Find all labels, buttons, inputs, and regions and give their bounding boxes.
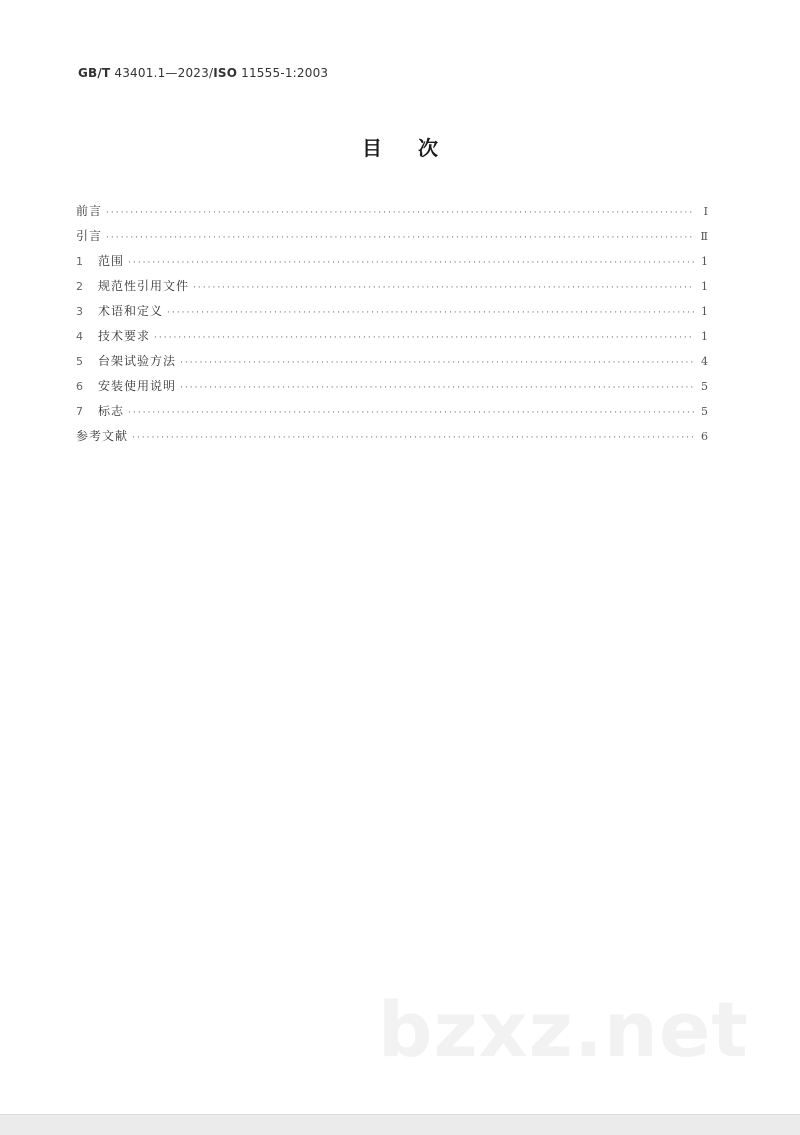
- toc-entry-label: 安装使用说明: [98, 379, 177, 393]
- toc-entry[interactable]: [76, 227, 708, 252]
- toc-dot-leader: [106, 233, 694, 243]
- toc-entry-page: 1: [701, 305, 708, 318]
- standard-code-gb: GB/T: [78, 66, 111, 80]
- toc-entry-number: 1: [76, 255, 83, 268]
- toc-entry-label: 前言: [76, 204, 103, 218]
- toc-entry-label: 标志: [98, 404, 125, 418]
- toc-entry-page: Ⅰ: [703, 205, 708, 218]
- toc-entry-page: 5: [701, 405, 708, 418]
- toc-entry-number: 4: [76, 330, 83, 343]
- toc-entry-page: 5: [701, 380, 708, 393]
- toc-entry-label: 规范性引用文件: [98, 279, 190, 293]
- toc-entry-page: 4: [701, 355, 708, 368]
- watermark-text: bzxz.net: [378, 985, 749, 1074]
- toc-entry[interactable]: [76, 402, 708, 427]
- standard-code: [78, 66, 328, 80]
- toc-entry-number: 3: [76, 305, 83, 318]
- table-of-contents: [76, 202, 708, 452]
- toc-entry-number: 2: [76, 280, 83, 293]
- toc-entry-page: 6: [701, 430, 708, 443]
- toc-entry[interactable]: [76, 277, 708, 302]
- toc-entry[interactable]: [76, 302, 708, 327]
- toc-entry-page: Ⅱ: [700, 230, 708, 243]
- toc-entry[interactable]: [76, 427, 708, 452]
- toc-dot-leader: [128, 408, 694, 418]
- standard-code-iso: ISO: [213, 66, 238, 80]
- toc-entry-label: 范围: [98, 254, 125, 268]
- toc-dot-leader: [106, 208, 694, 218]
- toc-dot-leader: [180, 383, 694, 393]
- standard-code-number: 43401.1—2023/: [110, 66, 214, 80]
- toc-entry-page: 1: [701, 280, 708, 293]
- toc-entry-number: 5: [76, 355, 83, 368]
- toc-dot-leader: [132, 433, 694, 443]
- toc-entry-label: 台架试验方法: [98, 354, 177, 368]
- toc-dot-leader: [128, 258, 694, 268]
- toc-entry-label: 参考文献: [76, 429, 129, 443]
- toc-entry[interactable]: [76, 252, 708, 277]
- toc-entry[interactable]: [76, 352, 708, 377]
- toc-entry-number: 6: [76, 380, 83, 393]
- toc-entry-number: 7: [76, 405, 83, 418]
- toc-entry[interactable]: [76, 202, 708, 227]
- toc-entry-label: 术语和定义: [98, 304, 164, 318]
- toc-dot-leader: [180, 358, 694, 368]
- toc-entry-page: 1: [701, 330, 708, 343]
- toc-entry-page: 1: [701, 255, 708, 268]
- page-title: 目次: [362, 136, 474, 160]
- standard-code-iso-number: 11555-1:2003: [237, 66, 329, 80]
- toc-dot-leader: [167, 308, 694, 318]
- toc-entry[interactable]: [76, 327, 708, 352]
- toc-entry[interactable]: [76, 377, 708, 402]
- viewer-bottom-bar: [0, 1114, 800, 1135]
- toc-entry-label: 引言: [76, 229, 103, 243]
- toc-dot-leader: [154, 333, 694, 343]
- toc-entry-label: 技术要求: [98, 329, 151, 343]
- toc-dot-leader: [193, 283, 694, 293]
